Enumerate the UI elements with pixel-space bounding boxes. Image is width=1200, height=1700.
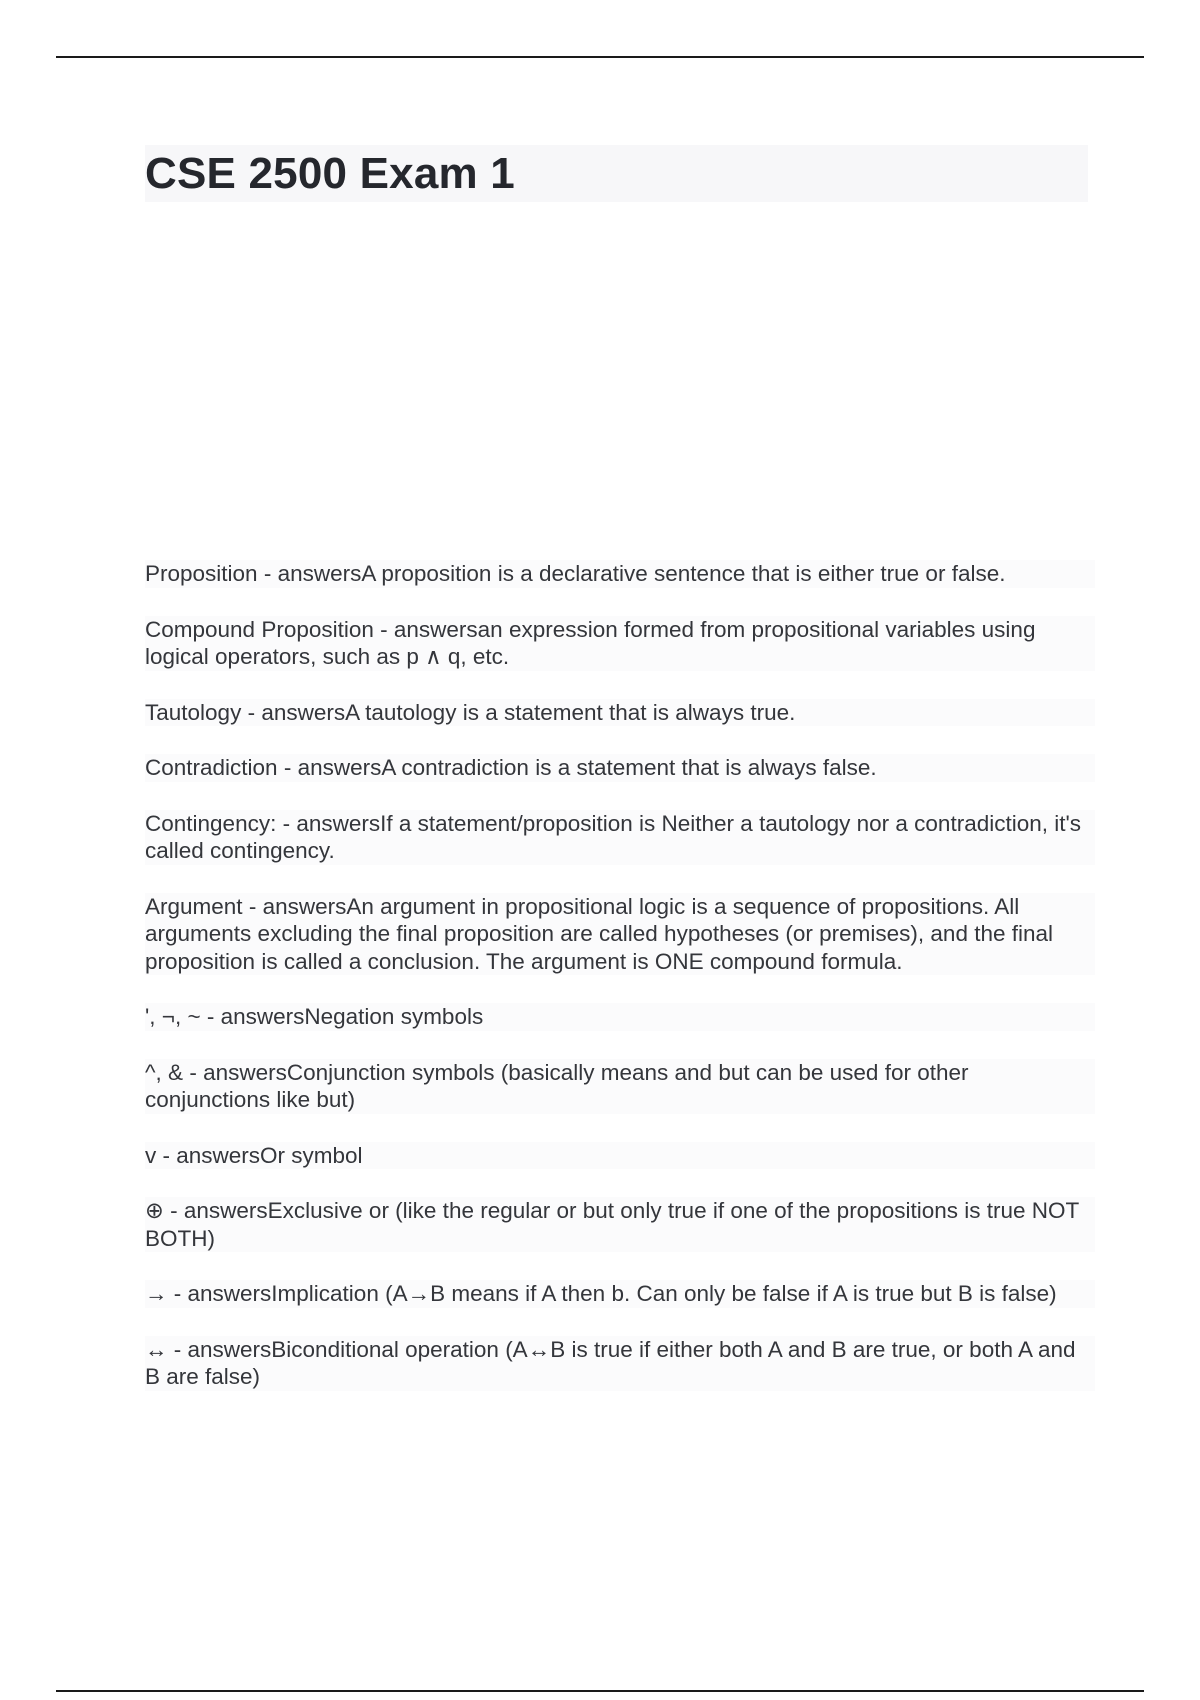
qa-answer: answersA contradiction is a statement that is always false.: [297, 755, 877, 780]
qa-item-negation-symbols: ', ¬, ~ - answersNegation symbols: [145, 1003, 1095, 1031]
qa-term: Compound Proposition: [145, 616, 374, 642]
qa-list: [145, 560, 1095, 1419]
qa-item-argument: Argument - answersAn argument in propositional logic is a sequence of propositions. All arguments excluding the final proposition are called hypotheses (or premises), and the final proposition is called a conclusion. The argument is ONE compound formula.: [145, 893, 1095, 976]
qa-answer: answersOr symbol: [176, 1142, 363, 1168]
qa-answer: answersConjunction symbols (basically means and but can be used for other conjunctions like but): [145, 1059, 969, 1112]
qa-answer: answersBiconditional operation (A↔B is true if either both A and B are true, or both A and B are false): [145, 1336, 1076, 1389]
qa-answer: answersan expression formed from propositional variables using logical operators, such as p ∧ q, etc.: [145, 616, 1036, 669]
qa-term: ⊕: [145, 1198, 164, 1223]
top-rule: [56, 56, 1144, 58]
qa-item-tautology: Tautology - answersA tautology is a statement that is always true.: [145, 699, 1095, 727]
qa-term: →: [145, 1281, 168, 1306]
bottom-rule: [56, 1690, 1144, 1692]
qa-item-compound-proposition: Compound Proposition - answersan expression formed from propositional variables using logical operators, such as p ∧ q, etc.: [145, 616, 1095, 671]
qa-item-proposition: Proposition - answersA proposition is a declarative sentence that is either true or false.: [145, 560, 1095, 588]
title-block: [145, 145, 1088, 202]
qa-term: ^, &: [145, 1059, 184, 1085]
qa-term: Proposition: [145, 561, 258, 586]
qa-term: Contradiction: [145, 755, 278, 780]
qa-answer: answersAn argument in propositional logic is a sequence of propositions. All arguments excluding the final proposition are called hypotheses (or premises), and the final proposition is called a conclusion. The argument is ONE compound formula.: [145, 893, 1054, 974]
qa-answer: answersExclusive or (like the regular or but only true if one of the propositions is true NOT BOTH): [145, 1198, 1079, 1251]
qa-term: ↔: [145, 1336, 168, 1362]
qa-item-biconditional: ↔ - answersBiconditional operation (A↔B is true if either both A and B are true, or both A and B are false): [145, 1336, 1095, 1391]
qa-answer: answersA tautology is a statement that is always true.: [261, 699, 796, 725]
qa-answer: answersNegation symbols: [220, 1004, 484, 1029]
document-title: CSE 2500 Exam 1: [145, 148, 515, 198]
qa-answer: answersIf a statement/proposition is Neither a tautology nor a contradiction, it's called contingency.: [145, 810, 1082, 863]
qa-item-implication: → - answersImplication (A→B means if A then b. Can only be false if A is true but B is false): [145, 1280, 1095, 1308]
qa-item-or-symbol: v - answersOr symbol: [145, 1142, 1095, 1170]
qa-answer: answersImplication (A→B means if A then b. Can only be false if A is true but B is false): [187, 1281, 1057, 1306]
qa-term: v: [145, 1142, 157, 1168]
qa-item-contingency: Contingency: - answersIf a statement/proposition is Neither a tautology nor a contradiction, it's called contingency.: [145, 810, 1095, 865]
qa-term: ', ¬, ~: [145, 1004, 201, 1029]
qa-item-contradiction: Contradiction - answersA contradiction is a statement that is always false.: [145, 754, 1095, 782]
qa-answer: answersA proposition is a declarative sentence that is either true or false.: [277, 561, 1006, 586]
qa-term: Argument: [145, 893, 243, 919]
qa-item-exclusive-or: ⊕ - answersExclusive or (like the regular or but only true if one of the propositions is true NOT BOTH): [145, 1197, 1095, 1252]
qa-term: Tautology: [145, 699, 242, 725]
qa-item-conjunction-symbols: ^, & - answersConjunction symbols (basically means and but can be used for other conjunctions like but): [145, 1059, 1095, 1114]
qa-term: Contingency:: [145, 810, 277, 836]
